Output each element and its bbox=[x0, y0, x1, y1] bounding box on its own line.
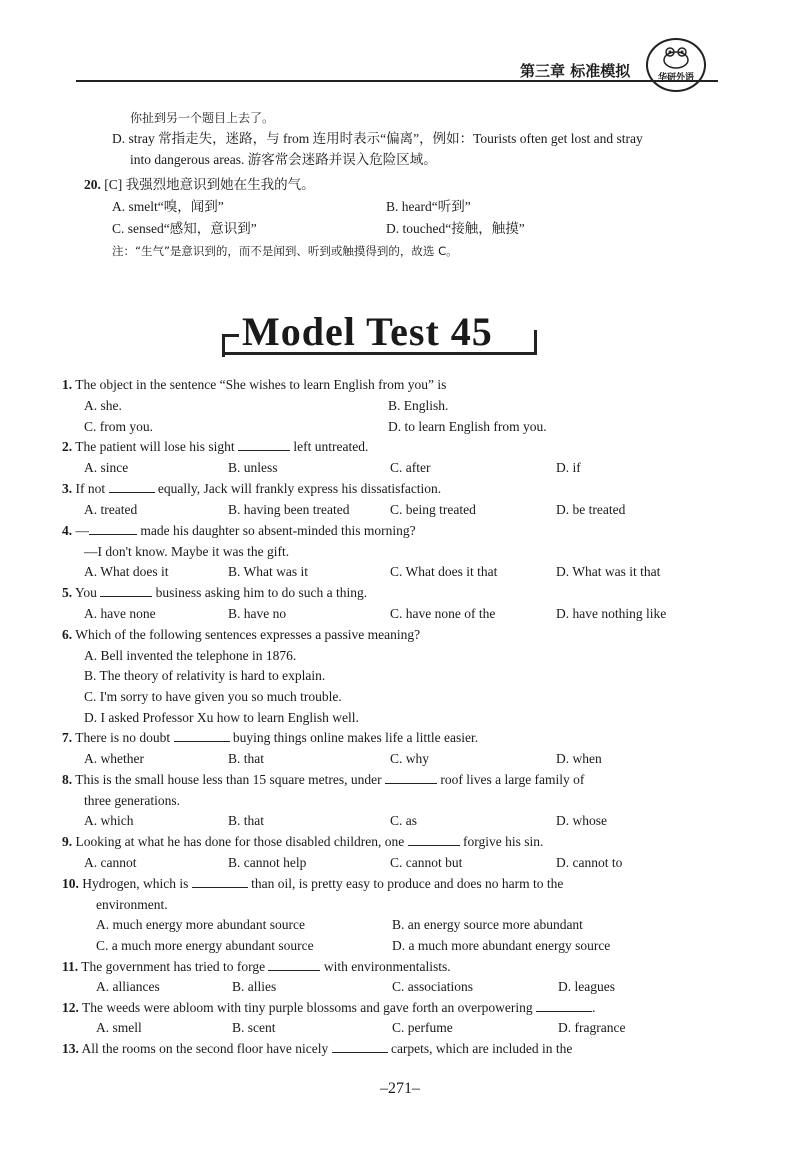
question-3-option-b: B. having been treated bbox=[228, 502, 350, 517]
question-9-stem: 9. Looking at what he has done for those disabled children, one forgive his sin. bbox=[62, 834, 544, 849]
question-10-stem: 10. Hydrogen, which is than oil, is pretty easy to produce and does no harm to the bbox=[62, 876, 564, 891]
title-deco-right bbox=[518, 330, 537, 355]
question-11-option-d: D. leagues bbox=[558, 979, 615, 994]
question-11-option-c: C. associations bbox=[392, 979, 473, 994]
question-4-option-a: A. What does it bbox=[84, 564, 169, 579]
question-4-line2: —I don't know. Maybe it was the gift. bbox=[84, 544, 290, 559]
question-2-option-c: C. after bbox=[390, 460, 431, 475]
q20-answer bbox=[84, 176, 315, 194]
question-6-option-c: C. I'm sorry to have given you so much trouble. bbox=[84, 689, 342, 704]
question-6-option-a: A. Bell invented the telephone in 1876. bbox=[84, 648, 297, 663]
question-2-option-d: D. if bbox=[556, 460, 581, 475]
question-2-stem: 2. The patient will lose his sight left untreated. bbox=[62, 439, 369, 454]
question-9-option-c: C. cannot but bbox=[390, 855, 463, 870]
question-9-option-a: A. cannot bbox=[84, 855, 137, 870]
question-4-option-c: C. What does it that bbox=[390, 564, 498, 579]
publisher-logo bbox=[646, 38, 706, 92]
question-7-option-a: A. whether bbox=[84, 751, 144, 766]
question-6-option-b: B. The theory of relativity is hard to explain. bbox=[84, 668, 326, 683]
q20-option-d: D. touched“接触，触摸” bbox=[386, 221, 525, 236]
prev-option-d-line2: into dangerous areas. 游客常会迷路并误入危险区域。 bbox=[130, 152, 437, 167]
q20-option-c: C. sensed“感知，意识到” bbox=[112, 221, 257, 236]
question-7-option-c: C. why bbox=[390, 751, 430, 766]
question-1-stem: 1. The object in the sentence “She wishes to learn English from you” is bbox=[62, 377, 447, 392]
question-2-option-a: A. since bbox=[84, 460, 129, 475]
question-7-option-b: B. that bbox=[228, 751, 264, 766]
question-10-option-a: A. much energy more abundant source bbox=[96, 917, 305, 932]
question-5-option-b: B. have no bbox=[228, 606, 287, 621]
question-8-stem: 8. This is the small house less than 15 square metres, under roof lives a large family of bbox=[62, 772, 585, 787]
question-3-option-c: C. being treated bbox=[390, 502, 476, 517]
question-11-stem: 11. The government has tried to forge with environmentalists. bbox=[62, 959, 451, 974]
question-9-option-b: B. cannot help bbox=[228, 855, 307, 870]
question-6-stem: 6. Which of the following sentences expresses a passive meaning? bbox=[62, 627, 421, 642]
question-1-option-b: B. English. bbox=[388, 398, 449, 413]
frog-icon bbox=[648, 40, 704, 74]
header-rule bbox=[76, 80, 718, 82]
test-title-banner bbox=[222, 308, 544, 360]
question-3-stem: 3. If not equally, Jack will frankly express his dissatisfaction. bbox=[62, 481, 442, 496]
question-12-option-a: A. smell bbox=[96, 1020, 142, 1035]
question-5-option-c: C. have none of the bbox=[390, 606, 496, 621]
question-12-option-c: C. perfume bbox=[392, 1020, 453, 1035]
question-7-stem: 7. There is no doubt buying things online makes life a little easier. bbox=[62, 730, 479, 745]
question-3-option-d: D. be treated bbox=[556, 502, 626, 517]
page-number: –271– bbox=[380, 1080, 420, 1097]
prev-option-d-line1: D. stray 常指走失，迷路，与 from 连用时表示“偏离”，例如：Tourists often get lost and stray bbox=[112, 131, 643, 146]
question-3-option-a: A. treated bbox=[84, 502, 138, 517]
question-13-stem: 13. All the rooms on the second floor have nicely carpets, which are included in the bbox=[62, 1041, 573, 1056]
question-4-option-b: B. What was it bbox=[228, 564, 308, 579]
q20-note: 注：“生气”是意识到的，而不是闻到、听到或触摸得到的，故选 C。 bbox=[112, 244, 458, 258]
question-1-option-a: A. she. bbox=[84, 398, 122, 413]
question-10-line2: environment. bbox=[96, 897, 168, 912]
question-2-option-b: B. unless bbox=[228, 460, 278, 475]
question-4-option-d: D. What was it that bbox=[556, 564, 661, 579]
question-1-option-c: C. from you. bbox=[84, 419, 153, 434]
question-8-option-b: B. that bbox=[228, 813, 264, 828]
question-12-stem: 12. The weeds were abloom with tiny purple blossoms and gave forth an overpowering . bbox=[62, 1000, 596, 1015]
question-10-option-b: B. an energy source more abundant bbox=[392, 917, 583, 932]
q20-text: [C] 我强烈地意识到她在生我的气。 bbox=[104, 177, 315, 192]
q20-option-b: B. heard“听到” bbox=[386, 199, 471, 214]
question-6-option-d: D. I asked Professor Xu how to learn English well. bbox=[84, 710, 359, 725]
q20-option-a: A. smelt“嗅，闻到” bbox=[112, 199, 224, 214]
question-10-option-d: D. a much more abundant energy source bbox=[392, 938, 611, 953]
question-12-option-d: D. fragrance bbox=[558, 1020, 626, 1035]
question-10-option-c: C. a much more energy abundant source bbox=[96, 938, 314, 953]
prev-continuation: 你扯到另一个题目上去了。 bbox=[130, 111, 275, 125]
chapter-label: 第三章 标准模拟 bbox=[520, 62, 631, 80]
question-5-option-d: D. have nothing like bbox=[556, 606, 667, 621]
question-1-option-d: D. to learn English from you. bbox=[388, 419, 547, 434]
question-9-option-d: D. cannot to bbox=[556, 855, 623, 870]
question-8-line2: three generations. bbox=[84, 793, 180, 808]
question-5-stem: 5. You business asking him to do such a thing. bbox=[62, 585, 368, 600]
question-7-option-d: D. when bbox=[556, 751, 602, 766]
question-8-option-c: C. as bbox=[390, 813, 417, 828]
q20-number: 20. bbox=[84, 177, 101, 192]
question-12-option-b: B. scent bbox=[232, 1020, 276, 1035]
question-5-option-a: A. have none bbox=[84, 606, 156, 621]
question-11-option-a: A. alliances bbox=[96, 979, 160, 994]
question-8-option-d: D. whose bbox=[556, 813, 607, 828]
test-title: Model Test 45 bbox=[242, 309, 493, 354]
question-4-stem: 4. — made his daughter so absent-minded this morning? bbox=[62, 523, 416, 538]
question-8-option-a: A. which bbox=[84, 813, 134, 828]
question-11-option-b: B. allies bbox=[232, 979, 277, 994]
logo-text: 华研外语 bbox=[657, 73, 694, 83]
